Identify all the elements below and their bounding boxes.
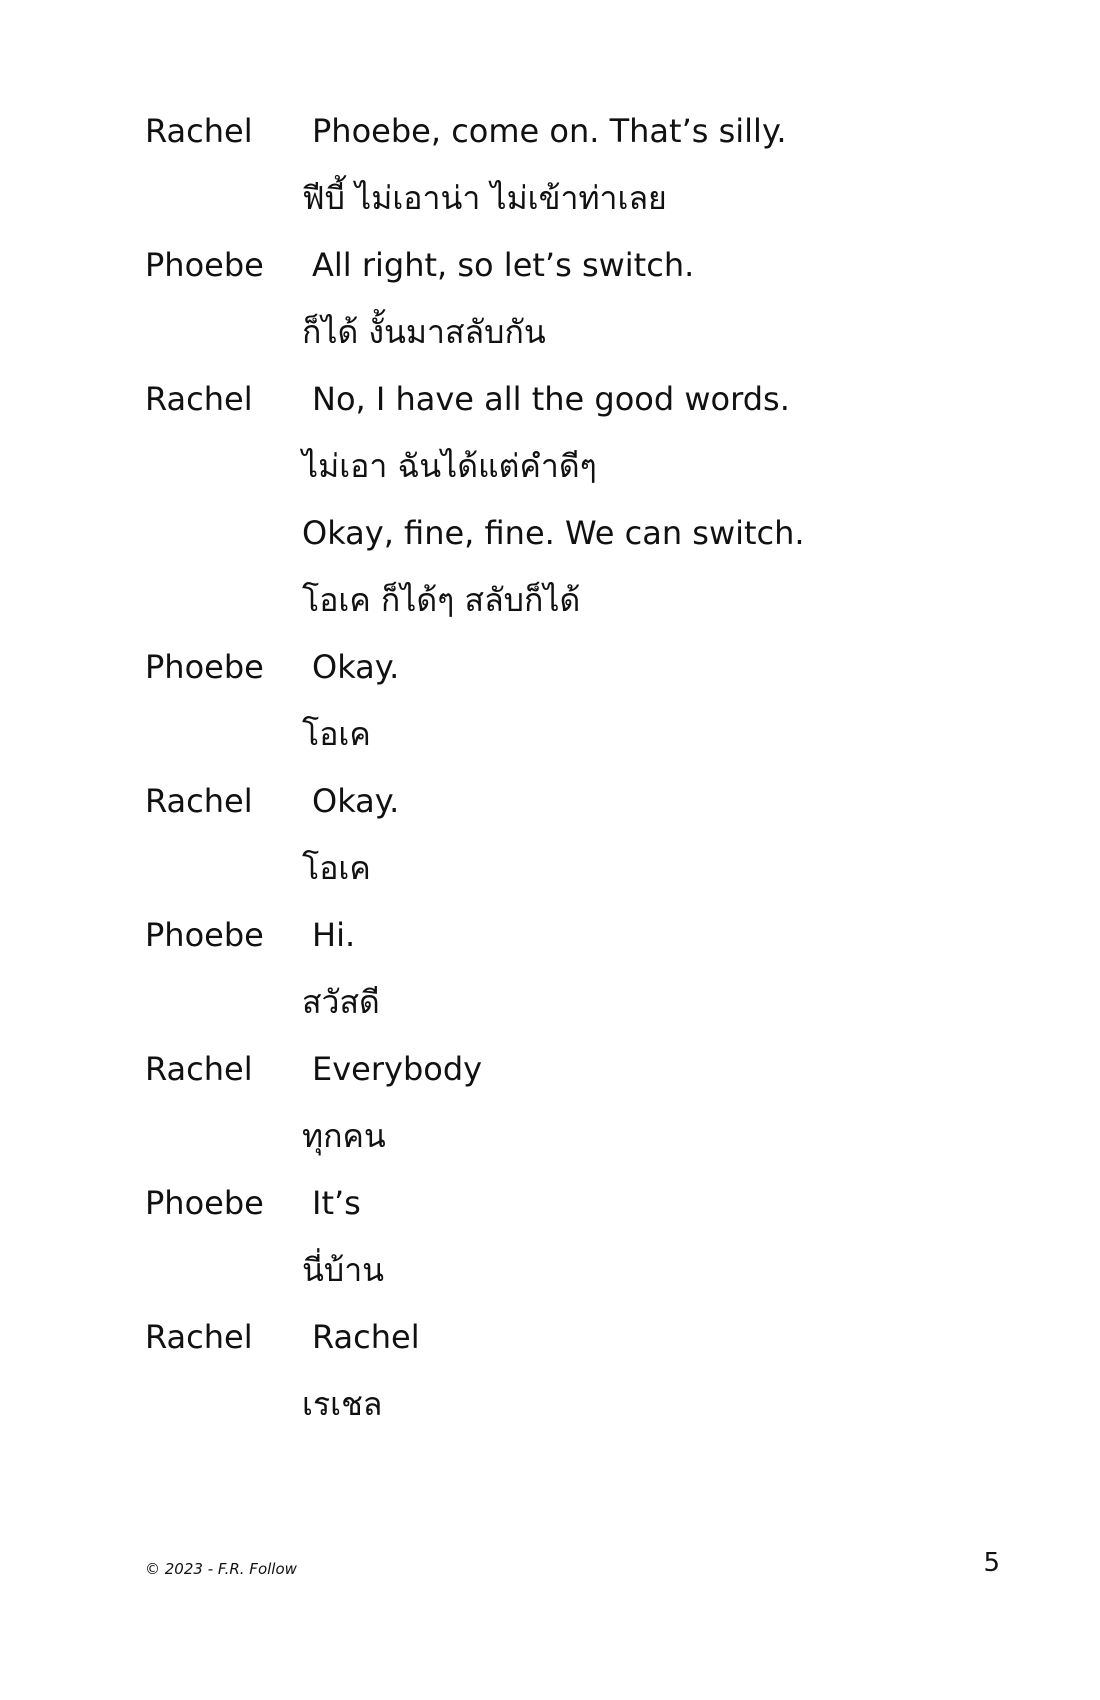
english-text: No, I have all the good words. xyxy=(312,380,790,418)
thai-text: ก็ได้ งั้นมาสลับกัน xyxy=(302,313,546,351)
english-text: Phoebe, come on. That’s silly. xyxy=(312,112,787,150)
speaker-name: Rachel xyxy=(145,782,253,820)
english-text: Okay, fine, fine. We can switch. xyxy=(302,514,805,552)
page-number: 5 xyxy=(983,1548,1000,1578)
english-text: It’s xyxy=(312,1184,361,1222)
thai-translation-line xyxy=(145,299,975,366)
english-text: All right, so let’s switch. xyxy=(312,246,695,284)
speaker-name: Phoebe xyxy=(145,246,264,284)
dialogue-script xyxy=(145,98,975,1438)
speaker-name: Rachel xyxy=(145,1050,253,1088)
thai-text: ทุกคน xyxy=(302,1117,386,1155)
dialogue-line xyxy=(145,232,975,299)
dialogue-line xyxy=(145,366,975,433)
speaker-name: Rachel xyxy=(145,1318,253,1356)
english-text: Okay. xyxy=(312,648,400,686)
speaker-name: Phoebe xyxy=(145,648,264,686)
speaker-name: Phoebe xyxy=(145,916,264,954)
thai-translation-line xyxy=(145,1371,975,1438)
thai-translation-line xyxy=(145,835,975,902)
thai-text: สวัสดี xyxy=(302,983,380,1021)
dialogue-line xyxy=(145,1170,975,1237)
thai-translation-line xyxy=(145,165,975,232)
thai-translation-line xyxy=(145,1103,975,1170)
english-text: Everybody xyxy=(312,1050,483,1088)
thai-translation-line xyxy=(145,1237,975,1304)
thai-translation-line xyxy=(145,701,975,768)
dialogue-line xyxy=(145,902,975,969)
dialogue-line xyxy=(145,1304,975,1371)
thai-translation-line xyxy=(145,969,975,1036)
thai-text: นี่บ้าน xyxy=(302,1251,385,1289)
dialogue-line xyxy=(145,1036,975,1103)
footer-copyright: © 2023 - F.R. Follow xyxy=(145,1560,297,1578)
thai-text: เรเชล xyxy=(302,1385,383,1423)
thai-text: โอเค xyxy=(302,715,371,753)
dialogue-line xyxy=(145,98,975,165)
thai-translation-line xyxy=(145,433,975,500)
dialogue-line xyxy=(145,768,975,835)
english-text: Okay. xyxy=(312,782,400,820)
speaker-name: Phoebe xyxy=(145,1184,264,1222)
english-text: Rachel xyxy=(312,1318,420,1356)
thai-text: โอเค xyxy=(302,849,371,887)
english-text: Hi. xyxy=(312,916,356,954)
thai-translation-line xyxy=(145,567,975,634)
speaker-name: Rachel xyxy=(145,380,253,418)
dialogue-line xyxy=(145,634,975,701)
dialogue-line xyxy=(145,500,975,567)
thai-text: ไม่เอา ฉันได้แต่คำดีๆ xyxy=(302,447,597,485)
thai-text: ฟีบี้ ไม่เอาน่า ไม่เข้าท่าเลย xyxy=(302,179,667,217)
speaker-name: Rachel xyxy=(145,112,253,150)
thai-text: โอเค ก็ได้ๆ สลับก็ได้ xyxy=(302,581,581,619)
